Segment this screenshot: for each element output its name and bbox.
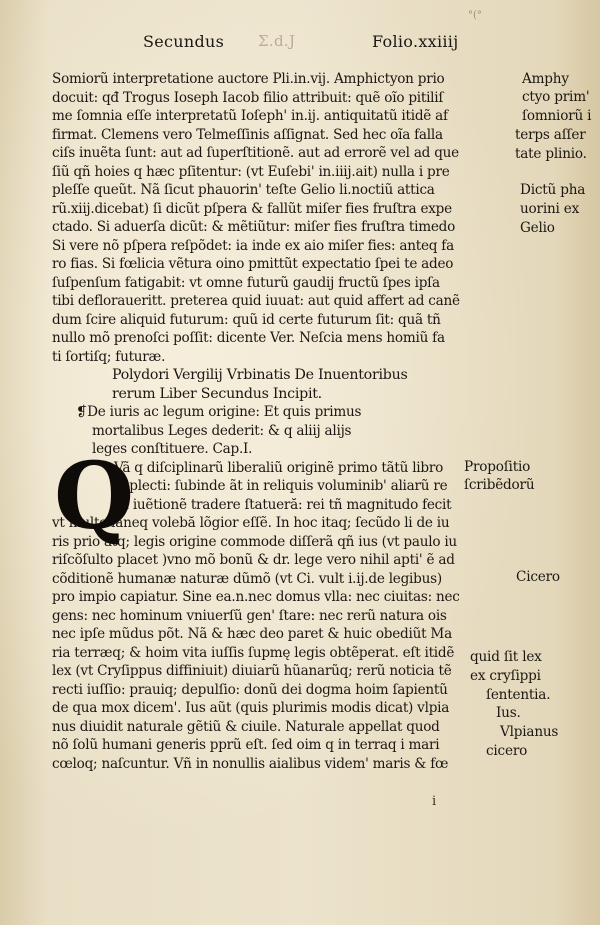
margin-note: uorini ex	[520, 201, 580, 217]
body-line: nõ ſolũ humani generis pprũ eſt. ſed oim q in terraq i mari	[52, 737, 440, 753]
body-line: gens: nec hominum vniuerſũ gen' ſtare: nec rerũ natura ois	[52, 607, 447, 624]
book-title-line: Polydori Vergilij Vrbinatis De Inuentoribus	[112, 367, 408, 383]
margin-note: ſomniorũ i	[522, 108, 592, 124]
corner-mark: °(°	[468, 10, 482, 21]
body-line: pro impio capiatur. Sine ea.n.nec domus vlla: nec ciuitas: nec	[52, 589, 460, 605]
margin-note: terps aſſer	[515, 127, 586, 143]
faint-stamp: Σ.d.J	[258, 32, 296, 50]
margin-note: quid ſit lex	[470, 649, 542, 665]
body-line: riſcõſulto placet )vno mõ bonũ & dr. lege vero nihil apti' ẽ ad	[52, 552, 455, 568]
margin-note: Gelio	[520, 220, 555, 236]
text-line: docuit: qđ Trogus Ioseph Iacob filio attribuit: quẽ oĩo pitiliſ	[52, 89, 444, 106]
text-line: rũ.xiij.dicebat) ſi dicũt pſpera & fallũt miſer fies fruſtra expe	[52, 200, 452, 217]
text-line: ſiũ qñ hoies q hæc pſitentur: (vt Euſebi' in.iiij.ait) nulla i pre	[52, 163, 450, 180]
text-line: firmat. Clemens vero Telmeſſinis aſſignat. Sed hec oĩa falla	[52, 126, 443, 143]
body-line: nus diuidit naturale gẽtiũ & ciuile. Naturale appellat quod	[52, 718, 440, 735]
margin-note: Amphy	[522, 71, 569, 87]
text-line: ciſs inuẽta ſunt: aut ad ſuperſtitionẽ. aut ad errorẽ vel ad que	[52, 145, 459, 161]
margin-note: ſententia.	[486, 687, 551, 703]
body-line: nec ipſe mũdus põt. Nã & hæc deo paret & huic obediũt Ma	[52, 626, 452, 642]
chapter-heading: ❡De iuris ac legum origine: Et quis primus	[76, 404, 362, 420]
drop-cap-initial: Q	[54, 442, 135, 550]
body-line: recti iuſſio: prauiq; depulſio: donũ dei dogma hoim ſapientũ	[52, 681, 448, 698]
margin-note: ctyo prim'	[522, 89, 590, 105]
margin-note: Dictũ pha	[520, 182, 586, 198]
signature-mark: i	[432, 794, 437, 809]
text-line: tibi defloraueritt. preterea quid iuuat: aut quid affert ad canẽ	[52, 293, 460, 309]
chapter-heading: mortalibus Leges dederit: & q aliij alijs	[92, 422, 352, 439]
margin-note: ſcribẽdorũ	[464, 477, 535, 493]
body-line: cœloq; naſcuntur. Vñ in nonullis aialibus videm' maris & fœ	[52, 755, 449, 772]
body-line: de qua mox dicem'. Ius aũt (quis plurimis modis dicat) vlpia	[52, 700, 450, 716]
body-line: cõplecti: ſubinde ãt in reliquis voluminib' aliarũ re	[114, 478, 448, 494]
running-head-left: Secundus	[143, 32, 225, 51]
body-line: ria terræq; & hoim vita iuſſis ſupmę legis obtẽperat. eſt itidẽ	[52, 644, 455, 661]
text-line: Somiorũ interpretatione auctore Pli.in.vij. Amphictyon prio	[52, 71, 445, 87]
text-line: me ſomnia eſſe interpretatũ Ioſeph' in.ij. antiquitatũ itidẽ af	[52, 108, 448, 124]
text-line: ſuſpenſum fatigabit: vt omne futurũ gaudij fructũ ſpes ipſa	[52, 274, 440, 291]
body-line: lex (vt Cryſippus diffiniuit) diuiarũ hũanarũq; rerũ noticia tẽ	[52, 663, 452, 679]
body-line: rũ iuẽtionẽ tradere ſtatueră: rei tñ magnitudo fecit	[114, 496, 452, 513]
margin-note: ex cryſippi	[470, 668, 541, 684]
margin-note: Propoſitio	[464, 459, 531, 475]
text-block	[52, 70, 517, 773]
margin-note: Vlpianus	[500, 724, 559, 740]
chapter-heading: leges conſtituere. Cap.I.	[92, 441, 253, 457]
text-line: ro fias. Si fœlicia vẽtura oino pmittũt expectatio ſpei te adeo	[52, 256, 454, 272]
text-line: dum ſcire aliquid futurum: quũ id certe futurum ſit: quã tñ	[52, 311, 441, 328]
text-line: pleſſe queũt. Nã ſicut phauorin' teſte Gelio li.noctiũ attica	[52, 182, 435, 198]
margin-note: Ius.	[496, 705, 521, 721]
book-title-line: rerum Liber Secundus Incipit.	[112, 385, 322, 402]
body-line: Vã q diſciplinarũ liberaliũ originẽ primo tãtũ libro	[114, 459, 444, 476]
body-line: vt multo laneq volebă lõgior eſſẽ. In hoc itaq; ſecũdo li de iu	[52, 515, 450, 531]
margin-note: Cicero	[516, 569, 560, 585]
text-line: nullo mõ prenoſci poſſit: dicente Ver. Neſcia mens homiũ fa	[52, 330, 445, 346]
text-line: ti ſortiſq; futuræ.	[52, 348, 166, 365]
text-line: ctado. Si aduerſa dicũt: & mẽtiũtur: miſer fies fruſtra timedo	[52, 219, 456, 235]
folio-number: Folio.xxiiij	[372, 32, 459, 51]
body-line: cõditionẽ humanæ naturæ dũmõ (vt Ci. vult i.ij.de legibus)	[52, 570, 442, 587]
margin-note: tate plinio.	[515, 146, 587, 162]
text-line: Si vere nõ pſpera reſpõdet: ia inde ex aio miſer fies: anteq fa	[52, 237, 454, 254]
margin-note: cicero	[486, 743, 528, 759]
body-line: ris prio atq; legis origine commode diſſerã qñ ius (vt paulo iu	[52, 533, 457, 550]
